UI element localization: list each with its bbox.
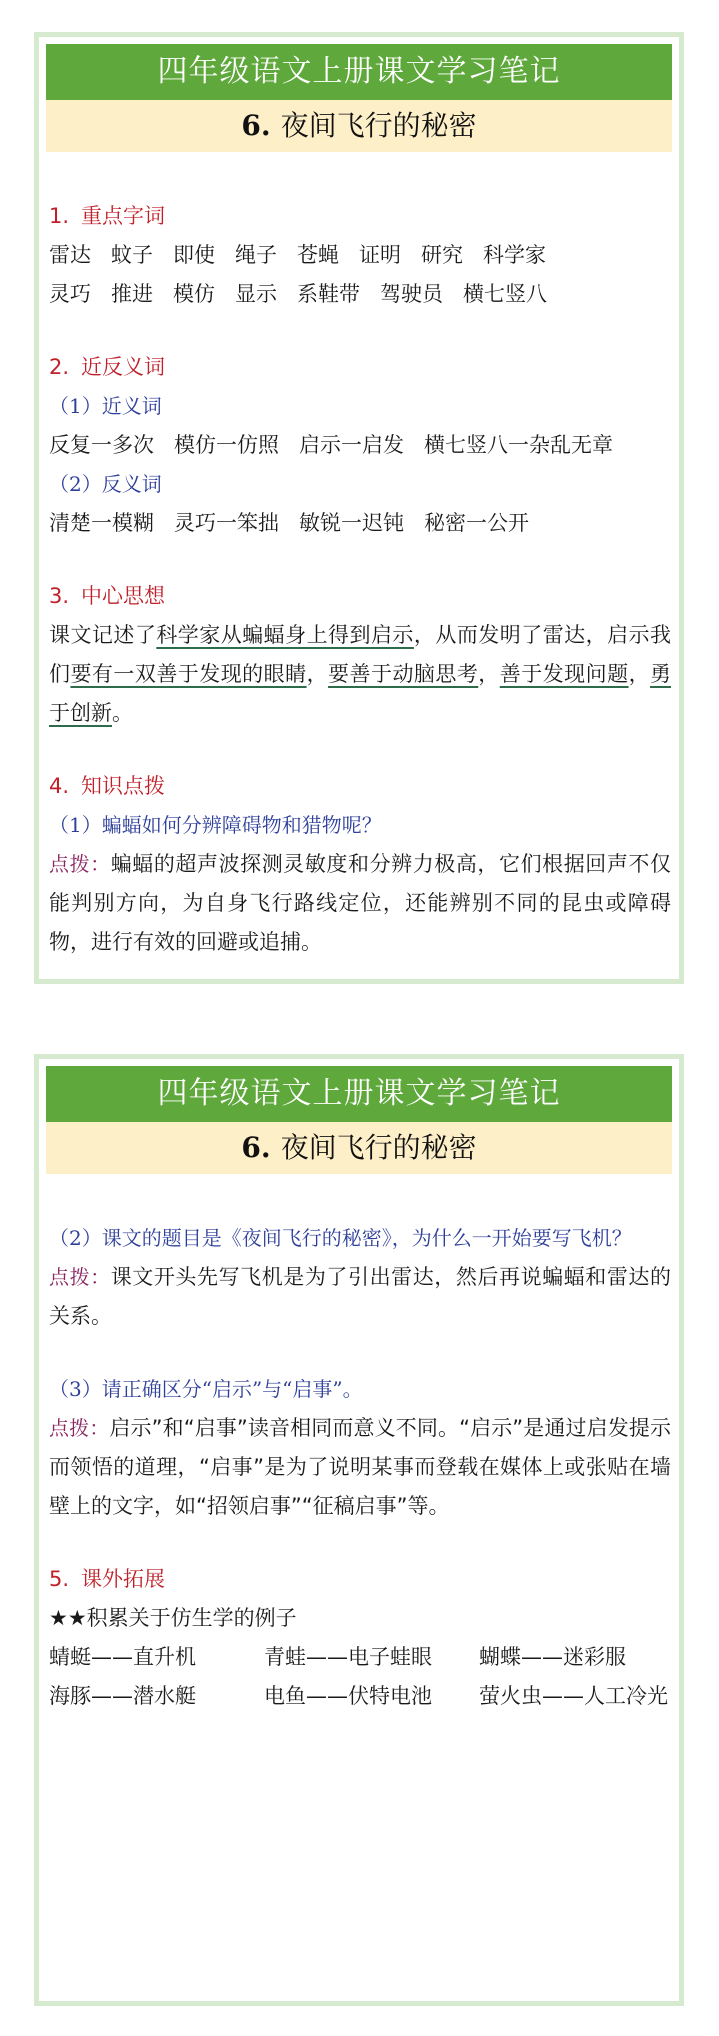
word-item: 系鞋带 — [297, 282, 360, 306]
word-item: 显示 — [235, 282, 277, 306]
bionics-pair: 萤火虫——人工冷光 — [479, 1684, 668, 1708]
bionics-intro: ★★积累关于仿生学的例子 — [49, 1606, 297, 1630]
underlined-phrase: 要有一双善于发现的眼睛 — [70, 662, 307, 686]
notes-card-2 — [34, 1054, 684, 2006]
synonyms-row — [49, 426, 671, 465]
word-item: 证明 — [359, 243, 401, 267]
lesson-heading — [46, 100, 672, 152]
section-title: 近反义词 — [81, 355, 166, 379]
central-idea-paragraph — [49, 616, 671, 733]
section-number: 2. — [49, 355, 70, 379]
bionics-row-1 — [49, 1638, 671, 1677]
answer-text: 启示”和“启事”读音相同而意义不同。“启示”是通过启发提示而领悟的道理，“启事”是为了说明某事而登载在媒体上或张贴在墙壁上的文字，如“招领启事”“征稿启事”等。 — [49, 1416, 672, 1518]
word-item: 横七竖八 — [463, 282, 547, 306]
bionics-row-2 — [49, 1677, 671, 1716]
spacer — [49, 1336, 671, 1370]
section-4-heading — [49, 767, 671, 806]
word-pair: 清楚一模糊 — [49, 511, 154, 535]
lesson-number: 6. — [241, 1131, 271, 1164]
bionics-pair: 电鱼——伏特电池 — [264, 1684, 432, 1708]
antonyms-row — [49, 504, 671, 543]
word-pair: 横七竖八一杂乱无章 — [424, 433, 613, 457]
word-pair: 灵巧一笨拙 — [174, 511, 279, 535]
bionics-pair: 海豚——潜水艇 — [49, 1684, 196, 1708]
hint-label: 点拨： — [49, 852, 111, 876]
spacer — [49, 543, 671, 577]
question-2: （2）课文的题目是《夜间飞行的秘密》，为什么一开始要写飞机？ — [49, 1226, 632, 1250]
lesson-number: 6. — [241, 109, 271, 142]
word-item: 模仿 — [173, 282, 215, 306]
bionics-pair: 青蛙——电子蛙眼 — [264, 1645, 432, 1669]
question-1: （1）蝙蝠如何分辨障碍物和猎物呢？ — [49, 813, 382, 837]
underlined-phrase: 科学家从蝙蝠身上得到启示 — [156, 623, 414, 647]
answer-3 — [49, 1409, 671, 1526]
word-item: 即使 — [173, 243, 215, 267]
hint-label: 点拨： — [49, 1265, 111, 1289]
section-title: 重点字词 — [81, 204, 166, 228]
word-pair: 启示一启发 — [299, 433, 404, 457]
key-words-row-1 — [49, 236, 671, 275]
bionics-pair: 蜻蜓——直升机 — [49, 1645, 196, 1669]
section-title: 中心思想 — [81, 584, 166, 608]
text-run: ， — [478, 662, 500, 686]
spacer — [49, 733, 671, 767]
lesson-title: 夜间飞行的秘密 — [280, 109, 477, 142]
spacer — [49, 1526, 671, 1560]
text-run: 。 — [112, 701, 133, 725]
spacer — [49, 314, 671, 348]
answer-2 — [49, 1258, 671, 1336]
section-number: 4. — [49, 774, 70, 798]
word-item: 灵巧 — [49, 282, 91, 306]
underlined-phrase: 善于发现问题 — [499, 662, 629, 686]
lesson-title: 夜间飞行的秘密 — [280, 1131, 477, 1164]
question-3: （3）请正确区分“启示”与“启事”。 — [49, 1377, 363, 1401]
word-item: 蚊子 — [111, 243, 153, 267]
section-number: 1. — [49, 204, 70, 228]
key-words-row-2 — [49, 275, 671, 314]
word-item: 绳子 — [235, 243, 277, 267]
underlined-phrase: 勇于创新 — [49, 662, 672, 725]
notes-card-1 — [34, 32, 684, 984]
bionics-pair: 蝴蝶——迷彩服 — [479, 1645, 626, 1669]
page-title: 四年级语文上册课文学习笔记 — [46, 44, 672, 100]
section-title: 课外拓展 — [81, 1567, 166, 1591]
underlined-phrase: 要善于动脑思考 — [328, 662, 479, 686]
text-run: ， — [628, 662, 651, 686]
card-1-content — [49, 197, 671, 962]
antonyms-subheading: （2）反义词 — [49, 472, 162, 496]
word-pair: 反复一多次 — [49, 433, 154, 457]
hint-label: 点拨： — [49, 1416, 110, 1440]
word-item: 驾驶员 — [380, 282, 443, 306]
section-5-heading — [49, 1560, 671, 1599]
section-1-heading — [49, 197, 671, 236]
card-2-content — [49, 1219, 671, 1716]
word-item: 研究 — [421, 243, 463, 267]
page-title: 四年级语文上册课文学习笔记 — [46, 1066, 672, 1122]
answer-1 — [49, 845, 671, 962]
word-pair: 模仿一仿照 — [174, 433, 279, 457]
word-item: 科学家 — [483, 243, 546, 267]
synonyms-subheading: （1）近义词 — [49, 394, 162, 418]
section-2-heading — [49, 348, 671, 387]
answer-text: 课文开头先写飞机是为了引出雷达，然后再说蝙蝠和雷达的关系。 — [49, 1265, 672, 1328]
text-run: ，从而发明了雷达，启示我们 — [49, 623, 672, 686]
word-item: 雷达 — [49, 243, 91, 267]
section-title: 知识点拨 — [81, 774, 166, 798]
lesson-heading — [46, 1122, 672, 1174]
text-run: 课文记述了 — [49, 623, 157, 647]
word-pair: 敏锐一迟钝 — [299, 511, 404, 535]
answer-text: 蝙蝠的超声波探测灵敏度和分辨力极高，它们根据回声不仅能判别方向，为自身飞行路线定位，还能辨别不同的昆虫或障碍物，进行有效的回避或追捕。 — [49, 852, 672, 954]
word-pair: 秘密一公开 — [424, 511, 529, 535]
word-item: 推进 — [111, 282, 153, 306]
text-run: ， — [306, 662, 329, 686]
word-item: 苍蝇 — [297, 243, 339, 267]
section-number: 5. — [49, 1567, 70, 1591]
section-number: 3. — [49, 584, 70, 608]
section-3-heading — [49, 577, 671, 616]
